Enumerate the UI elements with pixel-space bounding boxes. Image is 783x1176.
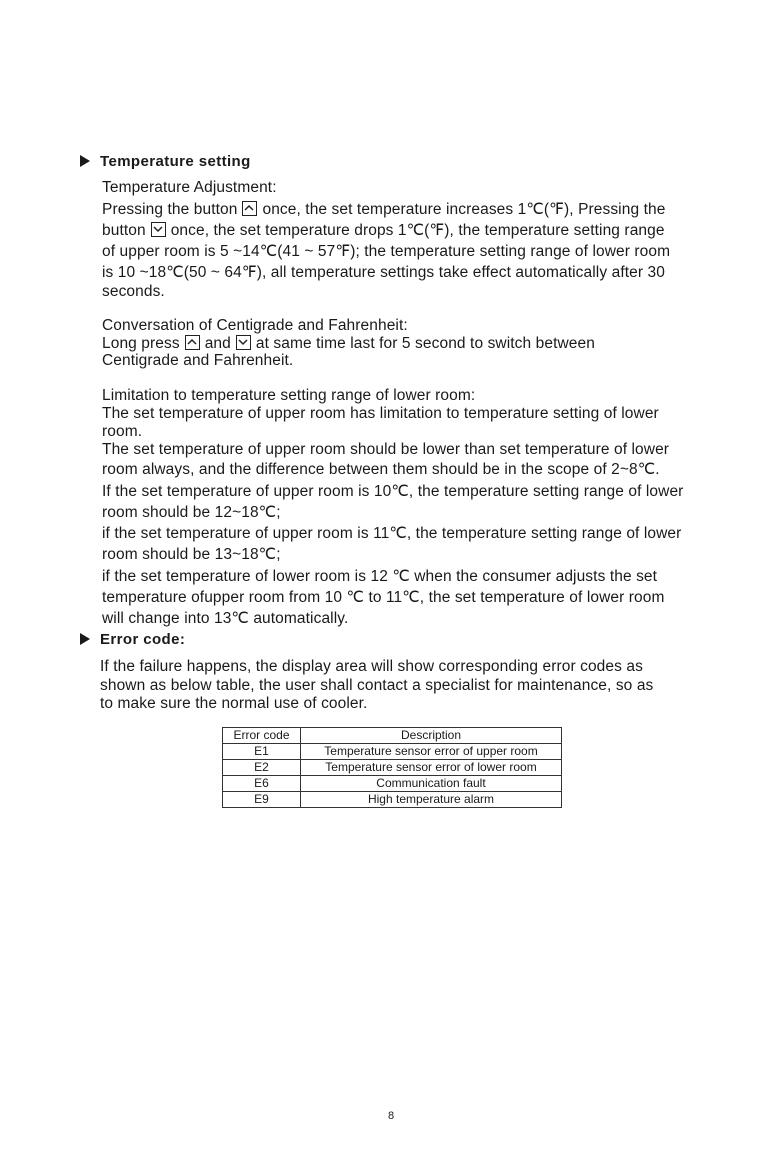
conv-line-1 — [102, 335, 595, 353]
lim-line-11: temperature ofupper room from 10 ℃ to 11℃, the set temperature of lower room — [102, 589, 665, 606]
err-line-2: shown as below table, the user shall contact a specialist for maintenance, so as — [100, 677, 654, 694]
triangle-bullet-icon — [80, 155, 90, 167]
lim-line-5: room always, and the difference between them should be in the scope of 2~8℃. — [102, 461, 660, 478]
text: at same time last for 5 second to switch between — [255, 335, 595, 352]
adj-line-5: seconds. — [102, 283, 165, 300]
heading-text: Temperature setting — [100, 153, 251, 170]
err-line-1: If the failure happens, the display area will show corresponding error codes as — [100, 658, 643, 675]
lim-line-10: if the set temperature of lower room is 12 ℃ when the consumer adjusts the set — [102, 568, 658, 585]
text: button — [102, 222, 146, 239]
text: once, the set temperature increases 1℃(℉), Pressing the — [262, 201, 666, 218]
error-code-table — [222, 727, 562, 808]
conv-line-2: Centigrade and Fahrenheit. — [102, 352, 294, 369]
text: and — [204, 335, 231, 352]
heading-text: Error code: — [100, 631, 186, 648]
description-cell: High temperature alarm — [301, 792, 562, 808]
lim-line-6: If the set temperature of upper room is 10℃, the temperature setting range of lower — [102, 483, 684, 500]
lim-line-9: room should be 13~18℃; — [102, 546, 281, 563]
error-code-cell: E2 — [223, 760, 301, 776]
conv-title: Conversation of Centigrade and Fahrenheit: — [102, 317, 408, 334]
adj-title: Temperature Adjustment: — [102, 179, 277, 196]
table-row — [223, 760, 562, 776]
table-row — [223, 744, 562, 760]
adj-line-3: of upper room is 5 ~14℃(41 ~ 57℉); the temperature setting range of lower room — [102, 243, 671, 260]
error-code-cell: E9 — [223, 792, 301, 808]
header-error-code: Error code — [223, 728, 301, 744]
description-cell: Temperature sensor error of upper room — [301, 744, 562, 760]
adj-line-4: is 10 ~18℃(50 ~ 64℉), all temperature settings take effect automatically after 30 — [102, 264, 665, 281]
page-number: 8 — [388, 1110, 395, 1122]
error-code-cell: E6 — [223, 776, 301, 792]
down-button-icon — [151, 222, 166, 237]
lim-line-2: The set temperature of upper room has limitation to temperature setting of lower — [102, 405, 659, 422]
table-row — [223, 776, 562, 792]
lim-line-3: room. — [102, 423, 143, 440]
table-header-row — [223, 728, 562, 744]
lim-line-1: Limitation to temperature setting range of lower room: — [102, 387, 476, 404]
lim-line-4: The set temperature of upper room should be lower than set temperature of lower — [102, 441, 670, 458]
section-heading-temperature — [80, 153, 251, 170]
table-row — [223, 792, 562, 808]
lim-line-8: if the set temperature of upper room is 11℃, the temperature setting range of lower — [102, 525, 682, 542]
lim-line-7: room should be 12~18℃; — [102, 504, 281, 521]
adj-line-1 — [102, 200, 665, 219]
error-code-cell: E1 — [223, 744, 301, 760]
description-cell: Communication fault — [301, 776, 562, 792]
description-cell: Temperature sensor error of lower room — [301, 760, 562, 776]
adj-line-2 — [102, 221, 665, 240]
text: once, the set temperature drops 1℃(℉), the temperature setting range — [170, 222, 665, 239]
text: Long press — [102, 335, 180, 352]
up-button-icon — [242, 201, 257, 216]
section-heading-error-code — [80, 631, 185, 648]
header-description: Description — [301, 728, 562, 744]
down-button-icon — [236, 335, 251, 350]
err-line-3: to make sure the normal use of cooler. — [100, 695, 368, 712]
up-button-icon — [185, 335, 200, 350]
lim-line-12: will change into 13℃ automatically. — [102, 610, 349, 627]
triangle-bullet-icon — [80, 633, 90, 645]
text: Pressing the button — [102, 201, 238, 218]
